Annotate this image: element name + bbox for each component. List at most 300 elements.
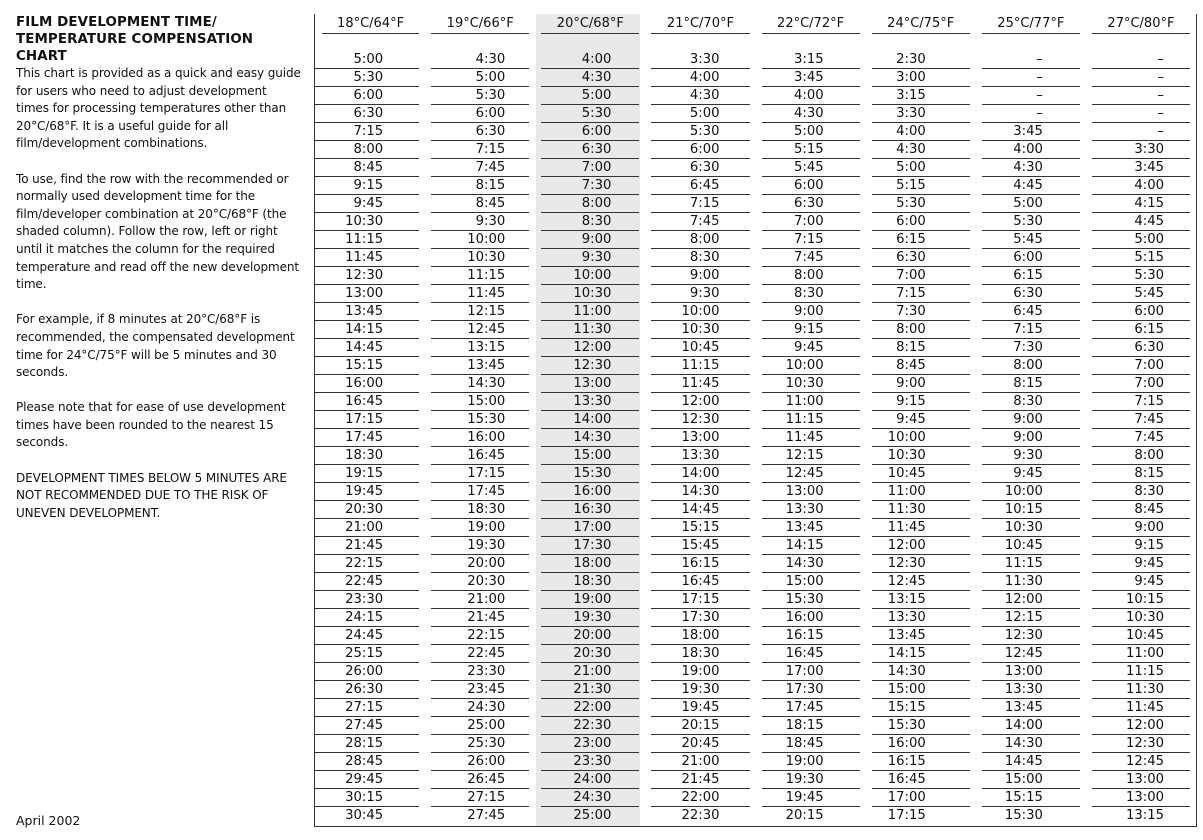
table-cell [1086,213,1196,231]
table-cell [315,537,425,555]
table-cell [756,231,866,249]
time-value: 13:15 [872,591,970,609]
table-cell [756,483,866,501]
time-value: 14:00 [541,411,639,429]
table-cell [1086,465,1196,483]
time-value: 20:00 [431,555,529,573]
column-header-label: 20°C/68°F [541,16,639,34]
table-cell [866,645,976,663]
table-cell [535,465,645,483]
time-value: 6:30 [762,195,860,213]
time-value: 4:30 [762,105,860,123]
table-cell [645,537,755,555]
time-value: 21:45 [431,609,529,627]
table-cell [535,591,645,609]
table-cell [1086,537,1196,555]
table-cell [866,717,976,735]
time-value: 9:45 [1092,555,1190,573]
time-value: 13:00 [651,429,749,447]
time-value: 19:15 [315,465,419,483]
table-cell [756,807,866,825]
time-value: 12:00 [541,339,639,357]
time-value: 16:15 [651,555,749,573]
table-cell [976,555,1086,573]
table-row [315,411,1196,429]
table-cell [425,249,535,267]
table-cell [315,249,425,267]
time-value: 19:00 [431,519,529,537]
table-cell [866,87,976,105]
time-value: 9:30 [651,285,749,303]
column-header-label: 24°C/75°F [872,16,970,34]
time-value: – [1092,87,1190,105]
time-value: 26:00 [315,663,419,681]
table-cell [425,69,535,87]
time-value: 4:30 [431,51,529,69]
table-cell [645,735,755,753]
table-cell [425,645,535,663]
footer-date: April 2002 [16,813,81,828]
table-cell [425,267,535,285]
table-cell [976,195,1086,213]
time-value: 8:30 [651,249,749,267]
time-value: 9:00 [1092,519,1190,537]
time-value: 9:15 [315,177,419,195]
column-header-label: 22°C/72°F [762,16,860,34]
time-value: 13:30 [982,681,1080,699]
table-row [315,537,1196,555]
table-cell [866,771,976,789]
table-cell [315,789,425,807]
table-cell [976,213,1086,231]
time-value: 16:30 [541,501,639,519]
time-value: 11:15 [651,357,749,375]
table-cell [756,735,866,753]
time-value: 21:45 [315,537,419,555]
table-cell [315,591,425,609]
table-cell [976,303,1086,321]
table-cell [535,249,645,267]
table-row [315,177,1196,195]
table-row [315,249,1196,267]
table-cell [756,447,866,465]
table-cell [425,123,535,141]
example-paragraph: For example, if 8 minutes at 20°C/68°F is recommended, the compensated development time for 24°C/75°F will be 5 minutes and 30 seconds. [16,312,295,380]
table-row [315,213,1196,231]
time-value: 4:15 [1092,195,1190,213]
table-cell [866,393,976,411]
table-cell [315,357,425,375]
time-value: 13:00 [315,285,419,303]
time-value: 24:30 [431,699,529,717]
table-cell [535,159,645,177]
time-value: 10:00 [762,357,860,375]
time-value: 11:45 [1092,699,1190,717]
time-value: 22:00 [651,789,749,807]
time-value: 9:15 [1092,537,1190,555]
table-cell [535,483,645,501]
time-value: 21:00 [651,753,749,771]
time-value: 12:30 [1092,735,1190,753]
table-cell [1086,159,1196,177]
table-cell [1086,429,1196,447]
table-cell [756,339,866,357]
time-value: 8:00 [872,321,970,339]
time-value: 7:30 [872,303,970,321]
table-cell [425,231,535,249]
time-value: 11:15 [431,267,529,285]
table-cell [535,645,645,663]
table-cell [315,87,425,105]
time-value: 9:00 [872,375,970,393]
table-cell [645,411,755,429]
time-value: 7:45 [1092,411,1190,429]
time-value: 20:30 [315,501,419,519]
time-value: 18:30 [541,573,639,591]
table-cell [976,141,1086,159]
table-row [315,303,1196,321]
table-cell [866,177,976,195]
table-cell [315,771,425,789]
table-cell [756,213,866,231]
time-value: 13:15 [431,339,529,357]
table-row [315,87,1196,105]
table-cell [866,105,976,123]
table-cell [1086,375,1196,393]
time-value: 18:30 [315,447,419,465]
table-cell [535,735,645,753]
time-value: 16:00 [872,735,970,753]
time-value: 10:00 [872,429,970,447]
time-value: 3:00 [872,69,970,87]
table-row [315,771,1196,789]
table-cell [535,285,645,303]
column-header [756,14,866,36]
time-value: 16:15 [872,753,970,771]
time-value: 6:45 [982,303,1080,321]
table-cell [425,357,535,375]
time-value: 7:00 [541,159,639,177]
table-row [315,573,1196,591]
table-cell [645,789,755,807]
time-value: 13:00 [1092,789,1190,807]
time-value: 13:45 [431,357,529,375]
table-cell [976,735,1086,753]
table-row [315,285,1196,303]
table-cell [535,447,645,465]
time-value: 6:30 [872,249,970,267]
time-value: 25:00 [573,808,612,824]
table-cell [535,123,645,141]
time-value: 7:45 [762,249,860,267]
time-value: 17:45 [315,429,419,447]
table-cell [976,753,1086,771]
table-cell [645,303,755,321]
table-cell [425,681,535,699]
table-cell [976,465,1086,483]
rounding-note-paragraph: Please note that for ease of use development times have been rounded to the nearest 15 seconds. [16,400,286,450]
time-value: 7:15 [315,123,419,141]
table-cell [535,699,645,717]
table-row [315,807,1196,825]
time-value: 18:30 [431,501,529,519]
time-value: 8:00 [541,195,639,213]
table-cell [756,465,866,483]
table-cell [1086,807,1196,825]
time-value: 23:00 [541,735,639,753]
table-cell [315,321,425,339]
time-value: 12:45 [982,645,1080,663]
table-cell [866,69,976,87]
table-cell [756,501,866,519]
time-value: 16:00 [431,429,529,447]
table-cell [645,375,755,393]
time-value: 6:30 [431,123,529,141]
time-value: 15:30 [762,591,860,609]
table-cell [1086,609,1196,627]
time-value: 19:00 [651,663,749,681]
table-row [315,627,1196,645]
time-value: 15:30 [872,717,970,735]
time-value: 22:45 [431,645,529,663]
table-cell [866,357,976,375]
table-cell [756,159,866,177]
time-value: 18:15 [762,717,860,735]
table-cell [425,555,535,573]
time-value: 20:15 [785,808,824,824]
time-value: 5:45 [982,231,1080,249]
table-cell [645,213,755,231]
table-cell [866,537,976,555]
table-cell [645,501,755,519]
time-value: 7:45 [1092,429,1190,447]
table-cell [535,501,645,519]
table-cell [976,447,1086,465]
table-cell [425,807,535,825]
table-cell [976,717,1086,735]
table-body [315,36,1196,825]
table-cell [535,771,645,789]
table-cell [645,177,755,195]
time-value: 11:15 [315,231,419,249]
table-cell [1086,339,1196,357]
table-cell [535,609,645,627]
table-cell [645,645,755,663]
table-cell [1086,195,1196,213]
time-value: 4:45 [1092,213,1190,231]
table-cell [866,663,976,681]
time-value: 11:45 [315,249,419,267]
time-value: 15:00 [762,573,860,591]
table-row [315,609,1196,627]
time-value: 8:00 [651,231,749,249]
time-value: 14:30 [651,483,749,501]
time-value: 18:00 [541,555,639,573]
table-cell [645,627,755,645]
table-cell [1086,141,1196,159]
table-cell [976,519,1086,537]
table-row [315,519,1196,537]
table-row [315,483,1196,501]
table-cell [866,789,976,807]
table-row [315,159,1196,177]
table-cell [535,411,645,429]
table-cell [425,213,535,231]
table-cell [866,303,976,321]
table-cell [315,141,425,159]
table-cell [1086,51,1196,69]
time-value: 17:15 [651,591,749,609]
table-row [315,231,1196,249]
time-value: 26:00 [431,753,529,771]
time-value: 3:45 [762,69,860,87]
time-value: 12:00 [1092,717,1190,735]
time-value: 14:15 [762,537,860,555]
table-cell [315,411,425,429]
table-cell [645,69,755,87]
table-cell [1086,303,1196,321]
table-cell [866,609,976,627]
table-cell [535,105,645,123]
table-cell [756,645,866,663]
table-cell [425,177,535,195]
time-value: 22:15 [431,627,529,645]
table-cell [315,393,425,411]
time-value: 13:30 [541,393,639,411]
table-cell [315,663,425,681]
table-cell [645,123,755,141]
time-value: 10:15 [982,501,1080,519]
table-cell [976,483,1086,501]
table-cell [756,105,866,123]
table-cell [425,627,535,645]
table-cell [866,465,976,483]
table-cell [425,771,535,789]
table-cell [425,501,535,519]
table-cell [1086,483,1196,501]
table-cell [756,69,866,87]
time-value: 4:30 [541,69,639,87]
time-value: 12:45 [762,465,860,483]
table-cell [425,87,535,105]
table-cell [866,591,976,609]
time-value: 3:45 [1092,159,1190,177]
table-row [315,681,1196,699]
table-cell [976,321,1086,339]
table-cell [425,717,535,735]
table-cell [645,519,755,537]
table-cell [645,609,755,627]
column-header-label: 27°C/80°F [1092,16,1190,34]
time-value: 25:00 [431,717,529,735]
time-value: 9:00 [982,429,1080,447]
time-value: 17:45 [431,483,529,501]
table-cell [535,555,645,573]
table-cell [645,321,755,339]
time-value: 14:45 [315,339,419,357]
table-cell [645,681,755,699]
time-value: 15:00 [982,771,1080,789]
table-cell [1086,699,1196,717]
time-value: 23:30 [431,663,529,681]
table-cell [756,177,866,195]
time-value: 16:45 [431,447,529,465]
table-cell [756,429,866,447]
table-cell [866,519,976,537]
time-value: 20:15 [651,717,749,735]
time-value: 8:45 [431,195,529,213]
time-value: 11:30 [872,501,970,519]
time-value: 7:00 [1092,357,1190,375]
table-cell [645,87,755,105]
table-cell [535,573,645,591]
table-cell [315,573,425,591]
time-value: 5:00 [1092,231,1190,249]
table-cell [756,627,866,645]
table-cell [535,321,645,339]
table-cell [1086,231,1196,249]
time-value: 11:45 [431,285,529,303]
table-row [315,51,1196,69]
time-value: 15:15 [315,357,419,375]
time-value: 7:45 [651,213,749,231]
table-cell [1086,393,1196,411]
time-value: 15:30 [1004,808,1043,824]
table-cell [645,465,755,483]
time-value: 11:00 [1092,645,1190,663]
time-value: 20:30 [541,645,639,663]
table-cell [535,717,645,735]
time-value: 19:45 [762,789,860,807]
table-cell [976,573,1086,591]
time-value: 24:00 [541,771,639,789]
table-cell [535,393,645,411]
column-header [1086,14,1196,36]
header-row [315,14,1196,36]
table-cell [645,447,755,465]
table-cell [315,375,425,393]
table-cell [425,51,535,69]
time-value: 9:00 [982,411,1080,429]
table-cell [315,195,425,213]
table-cell [976,681,1086,699]
time-value: 5:30 [431,87,529,105]
table-cell [535,537,645,555]
table-cell [535,213,645,231]
time-value: 17:30 [651,609,749,627]
table-cell [976,87,1086,105]
table-cell [1086,771,1196,789]
table-row [315,267,1196,285]
table-cell [866,267,976,285]
time-value: 5:30 [872,195,970,213]
time-value: 12:45 [872,573,970,591]
table-cell [866,231,976,249]
time-value: 10:15 [1092,591,1190,609]
time-value: 10:30 [431,249,529,267]
time-value: 9:45 [982,465,1080,483]
table-cell [645,159,755,177]
table-cell [315,303,425,321]
time-value: 19:00 [541,591,639,609]
table-cell [315,339,425,357]
time-value: 6:00 [1092,303,1190,321]
table-cell [425,465,535,483]
time-value: 30:15 [315,789,419,807]
table-cell [756,663,866,681]
time-value: 4:30 [872,141,970,159]
table-cell [645,699,755,717]
